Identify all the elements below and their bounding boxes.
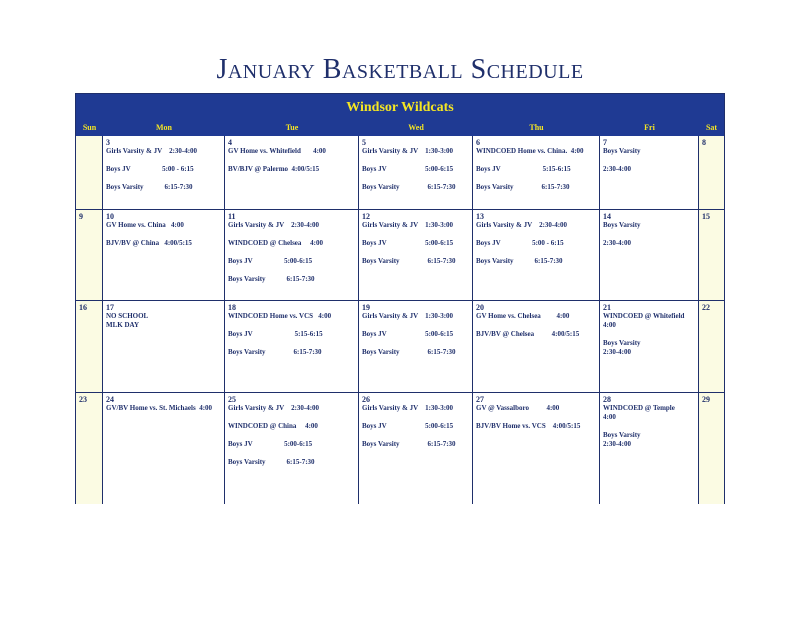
day-number: 29 [702, 395, 710, 404]
day-number: 19 [362, 303, 370, 312]
day-number: 17 [106, 303, 114, 312]
day-header-fri: Fri [600, 119, 699, 136]
event-line: Girls Varsity & JV 1:30-3:00 [362, 404, 454, 412]
day-number: 21 [603, 303, 611, 312]
day-number: 5 [362, 138, 366, 147]
event-line: Boys JV 5:00 - 6:15 [476, 239, 564, 247]
event-line: Boys Varsity 6:15-7:30 [476, 257, 563, 265]
day-number: 10 [106, 212, 114, 221]
day-cell [76, 136, 103, 210]
day-number: 14 [603, 212, 611, 221]
day-cell [76, 210, 103, 301]
day-number: 27 [476, 395, 484, 404]
day-number: 26 [362, 395, 370, 404]
day-cell [699, 301, 724, 393]
event-line: NO SCHOOL [106, 312, 149, 320]
day-cell [225, 210, 359, 301]
event-line: Boys JV 5:00-6:15 [362, 165, 454, 173]
day-header-thu: Thu [473, 119, 600, 136]
event-line: Boys Varsity [603, 147, 641, 155]
day-cell [600, 393, 699, 504]
day-cell [699, 136, 724, 210]
event-line: WINDCOED Home vs. VCS 4:00 [228, 312, 332, 320]
day-number: 24 [106, 395, 114, 404]
event-line: Boys Varsity 6:15-7:30 [106, 183, 193, 191]
event-line: 2:30-4:00 [603, 165, 631, 173]
day-number: 22 [702, 303, 710, 312]
day-number: 12 [362, 212, 370, 221]
day-cell [359, 210, 473, 301]
day-number: 13 [476, 212, 484, 221]
event-line: GV Home vs. Whitefield 4:00 [228, 147, 326, 155]
event-line: Boys Varsity 6:15-7:30 [228, 348, 322, 356]
event-line: Boys Varsity 6:15-7:30 [476, 183, 570, 191]
day-header-sun: Sun [76, 119, 103, 136]
event-line: 2:30-4:00 [603, 440, 631, 448]
day-cell [76, 393, 103, 504]
day-header-sat: Sat [699, 119, 724, 136]
event-line: 2:30-4:00 [603, 348, 631, 356]
event-line: WINDCOED @ Whitefield [603, 312, 685, 320]
event-line: Girls Varsity & JV 1:30-3:00 [362, 147, 454, 155]
day-cell [359, 301, 473, 393]
day-cell [103, 136, 225, 210]
event-line: Girls Varsity & JV 2:30-4:00 [106, 147, 198, 155]
day-header-mon: Mon [103, 119, 225, 136]
event-line: Boys JV 5:15-6:15 [476, 165, 571, 173]
day-number: 28 [603, 395, 611, 404]
day-cell [473, 210, 600, 301]
event-line: Boys JV 5:00 - 6:15 [106, 165, 194, 173]
day-cell [225, 136, 359, 210]
day-number: 16 [79, 303, 87, 312]
day-cell [600, 136, 699, 210]
day-cell [103, 210, 225, 301]
event-line: Boys JV 5:00-6:15 [228, 440, 313, 448]
event-line: GV/BV Home vs. St. Michaels 4:00 [106, 404, 213, 412]
day-cell [473, 393, 600, 504]
event-line: Boys JV 5:00-6:15 [362, 330, 454, 338]
event-line: Girls Varsity & JV 2:30-4:00 [228, 221, 320, 229]
event-line: Girls Varsity & JV 2:30-4:00 [228, 404, 320, 412]
event-line: Boys Varsity [603, 221, 641, 229]
day-cell [473, 301, 600, 393]
day-cell [600, 301, 699, 393]
day-cell [699, 393, 724, 504]
event-line: 2:30-4:00 [603, 239, 631, 247]
event-line: Boys Varsity 6:15-7:30 [228, 275, 315, 283]
day-cell [473, 136, 600, 210]
event-line: WINDCOED @ China 4:00 [228, 422, 318, 430]
day-cell [76, 301, 103, 393]
event-line: MLK DAY [106, 321, 139, 329]
event-line: Girls Varsity & JV 1:30-3:00 [362, 312, 454, 320]
event-line: GV Home vs. China 4:00 [106, 221, 184, 229]
event-line: BJV/BV @ China 4:00/5:15 [106, 239, 192, 247]
day-number: 11 [228, 212, 236, 221]
day-cell [225, 393, 359, 504]
event-line: Boys JV 5:00-6:15 [362, 422, 454, 430]
day-number: 25 [228, 395, 236, 404]
day-number: 20 [476, 303, 484, 312]
event-line: Boys Varsity 6:15-7:30 [228, 458, 315, 466]
event-line: 4:00 [603, 413, 616, 421]
event-line: GV @ Vassalboro 4:00 [476, 404, 560, 412]
event-line: BJV/BV @ Chelsea 4:00/5:15 [476, 330, 580, 338]
day-number: 18 [228, 303, 236, 312]
event-line: Boys Varsity 6:15-7:30 [362, 257, 456, 265]
event-line: Girls Varsity & JV 2:30-4:00 [476, 221, 568, 229]
day-header-wed: Wed [359, 119, 473, 136]
event-line: Boys Varsity [603, 431, 641, 439]
event-line: Boys Varsity 6:15-7:30 [362, 348, 456, 356]
day-cell [225, 301, 359, 393]
event-line: Boys JV 5:15-6:15 [228, 330, 323, 338]
page-title: January Basketball Schedule [216, 54, 584, 85]
event-line: WINDCOED @ Temple [603, 404, 675, 412]
day-number: 7 [603, 138, 607, 147]
event-line: Boys JV 5:00-6:15 [362, 239, 454, 247]
day-cell [359, 136, 473, 210]
event-line: Boys JV 5:00-6:15 [228, 257, 313, 265]
event-line: WINDCOED @ Chelsea 4:00 [228, 239, 323, 247]
day-number: 6 [476, 138, 480, 147]
event-line: Boys Varsity 6:15-7:30 [362, 183, 456, 191]
day-cell [103, 301, 225, 393]
day-number: 23 [79, 395, 87, 404]
day-number: 9 [79, 212, 83, 221]
day-number: 3 [106, 138, 110, 147]
event-line: Boys Varsity 6:15-7:30 [362, 440, 456, 448]
day-number: 8 [702, 138, 706, 147]
day-number: 15 [702, 212, 710, 221]
event-line: Boys Varsity [603, 339, 641, 347]
event-line: BJV/BV Home vs. VCS 4:00/5:15 [476, 422, 581, 430]
day-number: 4 [228, 138, 232, 147]
calendar [75, 93, 725, 504]
event-line: WINDCOED Home vs. China. 4:00 [476, 147, 584, 155]
day-cell [359, 393, 473, 504]
day-cell [103, 393, 225, 504]
day-cell [699, 210, 724, 301]
event-line: 4:00 [603, 321, 616, 329]
event-line: BV/BJV @ Palermo 4:00/5:15 [228, 165, 320, 173]
day-cell [600, 210, 699, 301]
event-line: Girls Varsity & JV 1:30-3:00 [362, 221, 454, 229]
event-line: GV Home vs. Chelsea 4:00 [476, 312, 570, 320]
team-banner: Windsor Wildcats [76, 94, 724, 119]
day-header-tue: Tue [225, 119, 359, 136]
